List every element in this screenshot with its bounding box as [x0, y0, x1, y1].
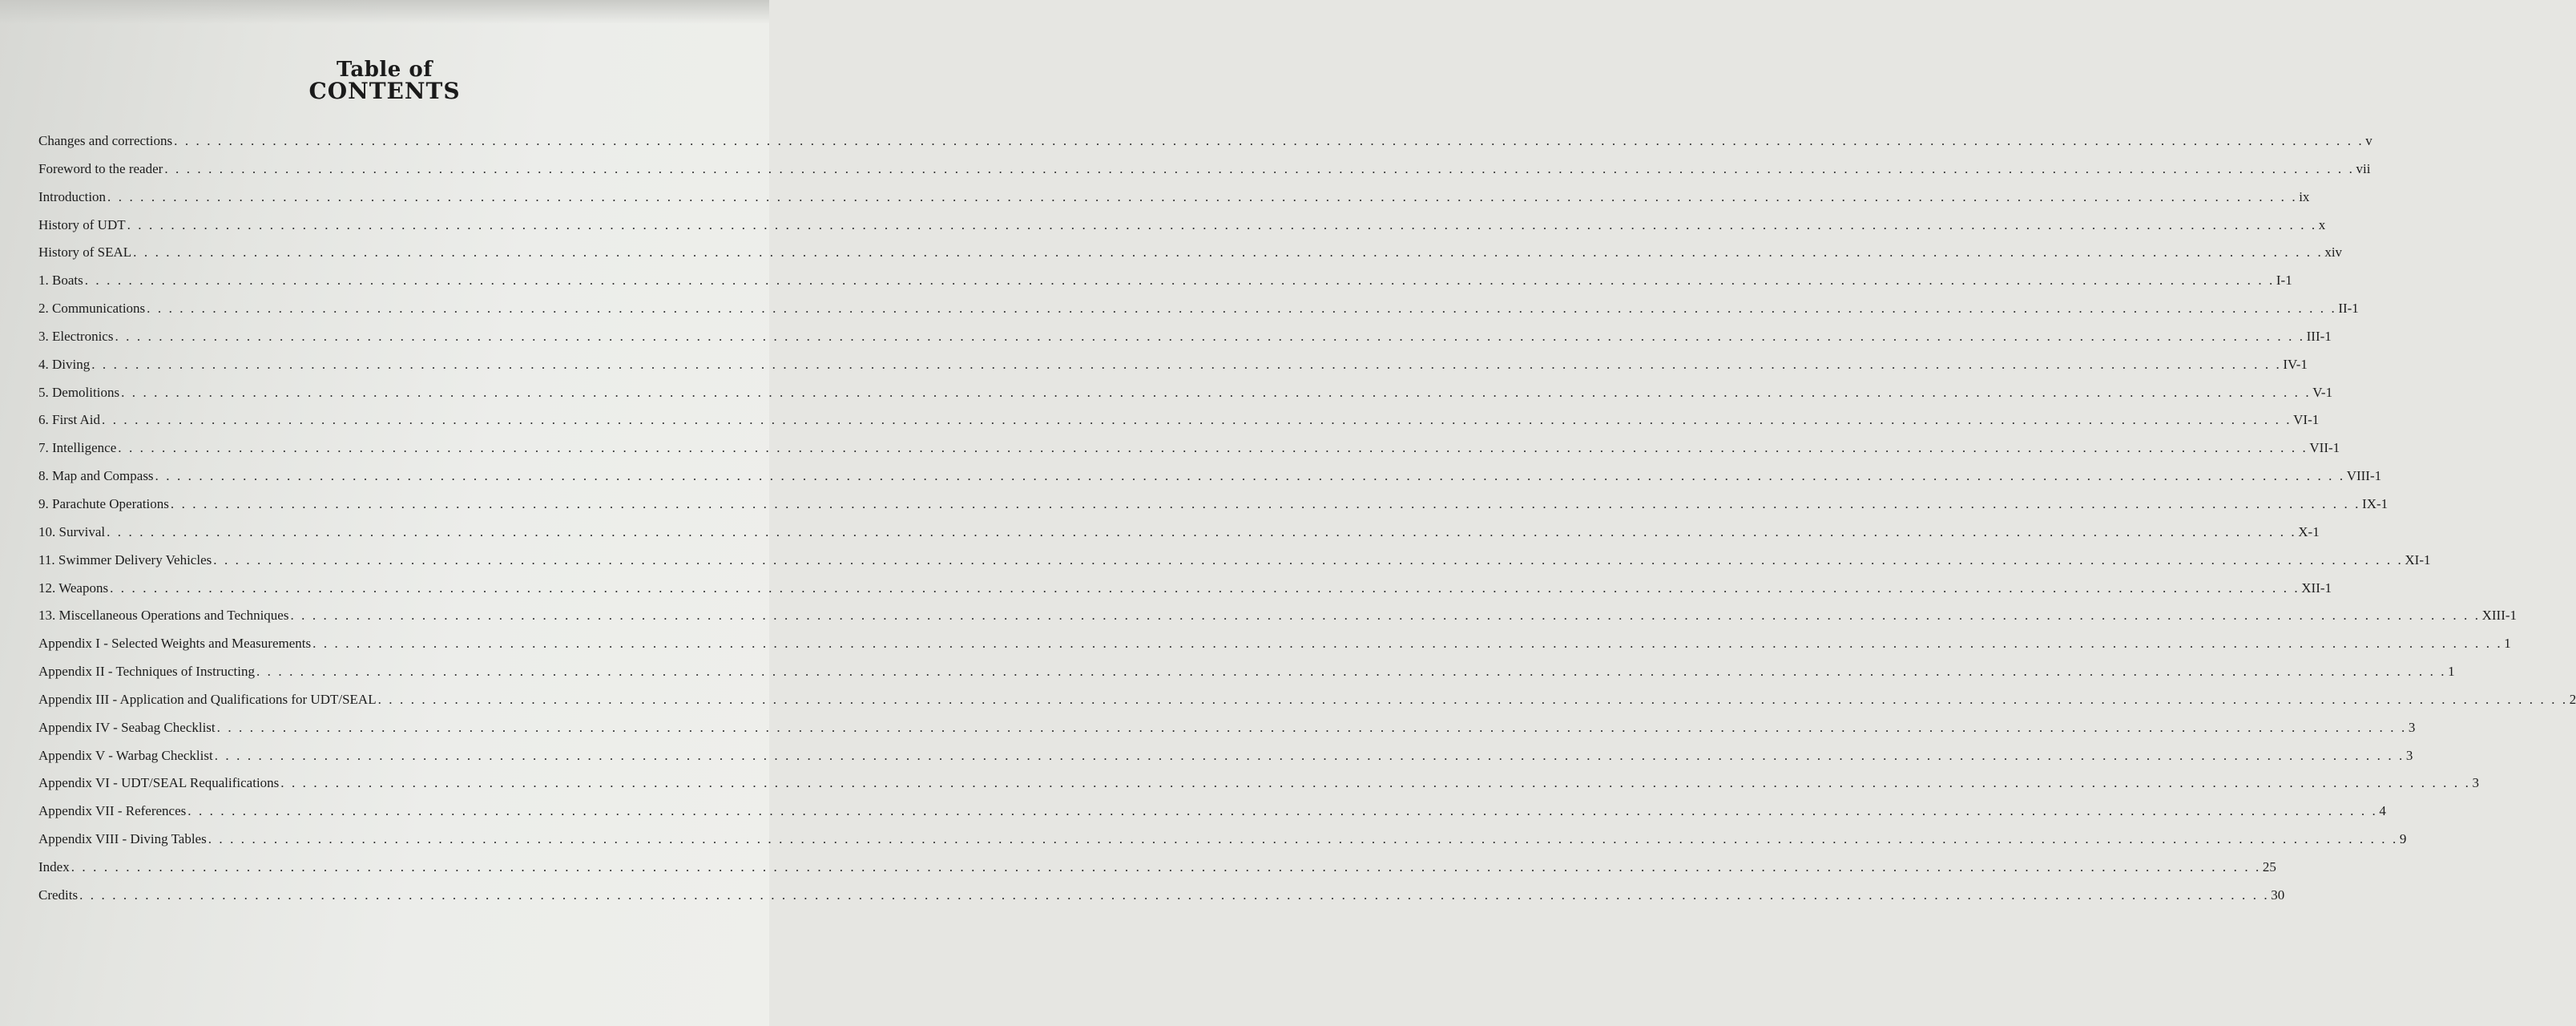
title-line-2: CONTENTS	[308, 78, 461, 104]
toc-entry-label: Introduction	[38, 188, 107, 204]
toc-entry	[38, 440, 2340, 468]
toc-entry-label: 2. Communications	[38, 301, 146, 317]
toc-entry-label: 5. Demolitions	[38, 384, 120, 400]
toc-entry-page: XIII-1	[2481, 608, 2518, 624]
toc-entry	[38, 244, 2343, 273]
toc-entry-label: Appendix III - Application and Qualifications for UDT/SEAL	[38, 691, 377, 707]
toc-entry-page: VI-1	[2293, 412, 2320, 428]
toc-entry	[38, 160, 2371, 189]
toc-entry	[38, 747, 2413, 776]
toc-entry-page: x	[2318, 216, 2326, 232]
toc-entry	[38, 858, 2276, 887]
toc-entry	[38, 412, 2320, 440]
toc-entry	[38, 664, 2455, 692]
dot-leader: . . . . . . . . . . . . . . . . . . . . . . . . . . . . . . . . . . . . . . . . . . . . . . . . . . . . . . . . . . . . . . . . . . . . . . . . . . . . . . . . . . . . . . . . . . . . . . . . . . . . . . . . . . . . . . . . . . . . . . . . . . . . . . . . . . . . . . . . . . . . . . . . . . . . . . . . . . . . . . . . . . . . . . . . . . . . . . . . . . . . . . . . . . . . . . . . . . . . . . . .	[214, 747, 2405, 763]
toc-entry-page: 25	[2262, 858, 2276, 875]
dot-leader: . . . . . . . . . . . . . . . . . . . . . . . . . . . . . . . . . . . . . . . . . . . . . . . . . . . . . . . . . . . . . . . . . . . . . . . . . . . . . . . . . . . . . . . . . . . . . . . . . . . . . . . . . . . . . . . . . . . . . . . . . . . . . . . . . . . . . . . . . . . . . . . . . . . . . . . . . . . . . . . . . . . . . . . . . . . . . . . . . . . . . . . . . . . . . . . . . . . . . . . .	[164, 160, 2355, 176]
toc-entry	[38, 691, 2576, 720]
table-of-contents	[38, 133, 2576, 915]
toc-entry-label: Appendix VIII - Diving Tables	[38, 831, 207, 847]
toc-entry-page: 1	[2504, 636, 2511, 652]
dot-leader: . . . . . . . . . . . . . . . . . . . . . . . . . . . . . . . . . . . . . . . . . . . . . . . . . . . . . . . . . . . . . . . . . . . . . . . . . . . . . . . . . . . . . . . . . . . . . . . . . . . . . . . . . . . . . . . . . . . . . . . . . . . . . . . . . . . . . . . . . . . . . . . . . . . . . . . . . . . . . . . . . . . . . . . . . . . . . . . . . . . . . . . . . . . . . . . . . . . . . . . .	[187, 803, 2378, 819]
dot-leader: . . . . . . . . . . . . . . . . . . . . . . . . . . . . . . . . . . . . . . . . . . . . . . . . . . . . . . . . . . . . . . . . . . . . . . . . . . . . . . . . . . . . . . . . . . . . . . . . . . . . . . . . . . . . . . . . . . . . . . . . . . . . . . . . . . . . . . . . . . . . . . . . . . . . . . . . . . . . . . . . . . . . . . . . . . . . . . . . . . . . . . . . . . . . . . . . . . . . . . . .	[213, 551, 2404, 568]
dot-leader: . . . . . . . . . . . . . . . . . . . . . . . . . . . . . . . . . . . . . . . . . . . . . . . . . . . . . . . . . . . . . . . . . . . . . . . . . . . . . . . . . . . . . . . . . . . . . . . . . . . . . . . . . . . . . . . . . . . . . . . . . . . . . . . . . . . . . . . . . . . . . . . . . . . . . . . . . . . . . . . . . . . . . . . . . . . . . . . . . . . . . . . . . . . . . . . . . . . . . . . .	[312, 636, 2503, 652]
dot-leader: . . . . . . . . . . . . . . . . . . . . . . . . . . . . . . . . . . . . . . . . . . . . . . . . . . . . . . . . . . . . . . . . . . . . . . . . . . . . . . . . . . . . . . . . . . . . . . . . . . . . . . . . . . . . . . . . . . . . . . . . . . . . . . . . . . . . . . . . . . . . . . . . . . . . . . . . . . . . . . . . . . . . . . . . . . . . . . . . . . . . . . . . . . . . . . . . . . . . . . . .	[84, 273, 2275, 289]
dot-leader: . . . . . . . . . . . . . . . . . . . . . . . . . . . . . . . . . . . . . . . . . . . . . . . . . . . . . . . . . . . . . . . . . . . . . . . . . . . . . . . . . . . . . . . . . . . . . . . . . . . . . . . . . . . . . . . . . . . . . . . . . . . . . . . . . . . . . . . . . . . . . . . . . . . . . . . . . . . . . . . . . . . . . . . . . . . . . . . . . . . . . . . . . . . . . . . . . . . . . . . .	[102, 412, 2292, 428]
toc-entry-label: 11. Swimmer Delivery Vehicles	[38, 551, 212, 568]
toc-entry-label: 3. Electronics	[38, 328, 114, 344]
toc-entry-page: 3	[2408, 719, 2416, 735]
toc-entry-label: Appendix I - Selected Weights and Measurements	[38, 636, 312, 652]
toc-entry-page: 4	[2379, 803, 2386, 819]
toc-entry-page: 9	[2399, 831, 2407, 847]
toc-entry-label: 13. Miscellaneous Operations and Techniques	[38, 608, 289, 624]
toc-entry-label: 10. Survival	[38, 523, 106, 539]
toc-entry	[38, 495, 2389, 524]
toc-entry-label: Appendix II - Techniques of Instructing	[38, 664, 255, 680]
toc-entry-page: XI-1	[2405, 551, 2431, 568]
dot-leader: . . . . . . . . . . . . . . . . . . . . . . . . . . . . . . . . . . . . . . . . . . . . . . . . . . . . . . . . . . . . . . . . . . . . . . . . . . . . . . . . . . . . . . . . . . . . . . . . . . . . . . . . . . . . . . . . . . . . . . . . . . . . . . . . . . . . . . . . . . . . . . . . . . . . . . . . . . . . . . . . . . . . . . . . . . . . . . . . . . . . . . . . . . . . . . . . . . . . . . . .	[91, 356, 2282, 372]
dot-leader: . . . . . . . . . . . . . . . . . . . . . . . . . . . . . . . . . . . . . . . . . . . . . . . . . . . . . . . . . . . . . . . . . . . . . . . . . . . . . . . . . . . . . . . . . . . . . . . . . . . . . . . . . . . . . . . . . . . . . . . . . . . . . . . . . . . . . . . . . . . . . . . . . . . . . . . . . . . . . . . . . . . . . . . . . . . . . . . . . . . . . . . . . . . . . . . . . . . . . . . .	[174, 133, 2364, 148]
toc-entry-page: XII-1	[2301, 580, 2332, 596]
toc-entry-label: 6. First Aid	[38, 412, 100, 428]
dot-leader: . . . . . . . . . . . . . . . . . . . . . . . . . . . . . . . . . . . . . . . . . . . . . . . . . . . . . . . . . . . . . . . . . . . . . . . . . . . . . . . . . . . . . . . . . . . . . . . . . . . . . . . . . . . . . . . . . . . . . . . . . . . . . . . . . . . . . . . . . . . . . . . . . . . . . . . . . . . . . . . . . . . . . . . . . . . . . . . . . . . . . . . . . . . . . . . . . . . . . . . .	[107, 523, 2297, 539]
toc-entry	[38, 328, 2332, 357]
dot-leader: . . . . . . . . . . . . . . . . . . . . . . . . . . . . . . . . . . . . . . . . . . . . . . . . . . . . . . . . . . . . . . . . . . . . . . . . . . . . . . . . . . . . . . . . . . . . . . . . . . . . . . . . . . . . . . . . . . . . . . . . . . . . . . . . . . . . . . . . . . . . . . . . . . . . . . . . . . . . . . . . . . . . . . . . . . . . . . . . . . . . . . . . . . . . . . . . . . . . . . . .	[118, 440, 2308, 456]
dot-leader: . . . . . . . . . . . . . . . . . . . . . . . . . . . . . . . . . . . . . . . . . . . . . . . . . . . . . . . . . . . . . . . . . . . . . . . . . . . . . . . . . . . . . . . . . . . . . . . . . . . . . . . . . . . . . . . . . . . . . . . . . . . . . . . . . . . . . . . . . . . . . . . . . . . . . . . . . . . . . . . . . . . . . . . . . . . . . . . . . . . . . . . . . . . . . . . . . . . . . . . .	[280, 775, 2471, 791]
toc-entry	[38, 523, 2320, 552]
toc-entry-label: Appendix VII - References	[38, 803, 187, 819]
toc-entry-label: 7. Intelligence	[38, 440, 117, 456]
toc-entry	[38, 216, 2326, 245]
toc-entry-page: V-1	[2312, 384, 2333, 400]
toc-entry-label: Index	[38, 858, 70, 875]
toc-entry	[38, 775, 2479, 803]
toc-entry-page: II-1	[2338, 301, 2359, 317]
toc-entry	[38, 301, 2359, 329]
toc-entry-label: 4. Diving	[38, 356, 91, 372]
dot-leader: . . . . . . . . . . . . . . . . . . . . . . . . . . . . . . . . . . . . . . . . . . . . . . . . . . . . . . . . . . . . . . . . . . . . . . . . . . . . . . . . . . . . . . . . . . . . . . . . . . . . . . . . . . . . . . . . . . . . . . . . . . . . . . . . . . . . . . . . . . . . . . . . . . . . . . . . . . . . . . . . . . . . . . . . . . . . . . . . . . . . . . . . . . . . . . . . . . . . . . . .	[110, 580, 2300, 596]
toc-entry	[38, 608, 2518, 636]
toc-entry	[38, 636, 2511, 664]
toc-entry-label: Appendix VI - UDT/SEAL Requalifications	[38, 775, 280, 791]
toc-entry	[38, 803, 2386, 831]
toc-entry-label: Appendix IV - Seabag Checklist	[38, 719, 216, 735]
page-shadow	[0, 0, 769, 24]
toc-entry-label: History of UDT	[38, 216, 126, 232]
toc-entry-page: VII-1	[2309, 440, 2340, 456]
toc-entry-page: X-1	[2298, 523, 2320, 539]
toc-entry	[38, 551, 2431, 580]
dot-leader: . . . . . . . . . . . . . . . . . . . . . . . . . . . . . . . . . . . . . . . . . . . . . . . . . . . . . . . . . . . . . . . . . . . . . . . . . . . . . . . . . . . . . . . . . . . . . . . . . . . . . . . . . . . . . . . . . . . . . . . . . . . . . . . . . . . . . . . . . . . . . . . . . . . . . . . . . . . . . . . . . . . . . . . . . . . . . . . . . . . . . . . . . . . . . . . . . . . . . . . .	[170, 495, 2361, 511]
title-line-1: Table of	[337, 58, 433, 82]
toc-entry-page: 30	[2271, 887, 2285, 903]
toc-entry-page: IX-1	[2362, 495, 2389, 511]
dot-leader: . . . . . . . . . . . . . . . . . . . . . . . . . . . . . . . . . . . . . . . . . . . . . . . . . . . . . . . . . . . . . . . . . . . . . . . . . . . . . . . . . . . . . . . . . . . . . . . . . . . . . . . . . . . . . . . . . . . . . . . . . . . . . . . . . . . . . . . . . . . . . . . . . . . . . . . . . . . . . . . . . . . . . . . . . . . . . . . . . . . . . . . . . . . . . . . . . . . . . . . .	[121, 384, 2312, 400]
dot-leader: . . . . . . . . . . . . . . . . . . . . . . . . . . . . . . . . . . . . . . . . . . . . . . . . . . . . . . . . . . . . . . . . . . . . . . . . . . . . . . . . . . . . . . . . . . . . . . . . . . . . . . . . . . . . . . . . . . . . . . . . . . . . . . . . . . . . . . . . . . . . . . . . . . . . . . . . . . . . . . . . . . . . . . . . . . . . . . . . . . . . . . . . . . . . . . . . . . . . . . . .	[115, 328, 2305, 344]
toc-entry-page: III-1	[2306, 328, 2332, 344]
toc-entry-page: 3	[2472, 775, 2479, 791]
dot-leader: . . . . . . . . . . . . . . . . . . . . . . . . . . . . . . . . . . . . . . . . . . . . . . . . . . . . . . . . . . . . . . . . . . . . . . . . . . . . . . . . . . . . . . . . . . . . . . . . . . . . . . . . . . . . . . . . . . . . . . . . . . . . . . . . . . . . . . . . . . . . . . . . . . . . . . . . . . . . . . . . . . . . . . . . . . . . . . . . . . . . . . . . . . . . . . . . . . . . . . . .	[107, 188, 2298, 204]
toc-entry-page: VIII-1	[2346, 468, 2382, 484]
toc-entry	[38, 133, 2372, 161]
page-title	[240, 59, 529, 103]
toc-entry	[38, 384, 2333, 413]
dot-leader: . . . . . . . . . . . . . . . . . . . . . . . . . . . . . . . . . . . . . . . . . . . . . . . . . . . . . . . . . . . . . . . . . . . . . . . . . . . . . . . . . . . . . . . . . . . . . . . . . . . . . . . . . . . . . . . . . . . . . . . . . . . . . . . . . . . . . . . . . . . . . . . . . . . . . . . . . . . . . . . . . . . . . . . . . . . . . . . . . . . . . . . . . . . . . . . . . . . . . . . .	[290, 608, 2481, 624]
dot-leader: . . . . . . . . . . . . . . . . . . . . . . . . . . . . . . . . . . . . . . . . . . . . . . . . . . . . . . . . . . . . . . . . . . . . . . . . . . . . . . . . . . . . . . . . . . . . . . . . . . . . . . . . . . . . . . . . . . . . . . . . . . . . . . . . . . . . . . . . . . . . . . . . . . . . . . . . . . . . . . . . . . . . . . . . . . . . . . . . . . . . . . . . . . . . . . . . . . . . . . . .	[155, 468, 2345, 484]
toc-entry-page: vii	[2356, 160, 2371, 176]
toc-entry	[38, 580, 2332, 608]
dot-leader: . . . . . . . . . . . . . . . . . . . . . . . . . . . . . . . . . . . . . . . . . . . . . . . . . . . . . . . . . . . . . . . . . . . . . . . . . . . . . . . . . . . . . . . . . . . . . . . . . . . . . . . . . . . . . . . . . . . . . . . . . . . . . . . . . . . . . . . . . . . . . . . . . . . . . . . . . . . . . . . . . . . . . . . . . . . . . . . . . . . . . . . . . . . . . . . . . . . . . . . .	[216, 719, 2407, 735]
toc-entry-page: 2	[2569, 691, 2576, 707]
toc-entry-label: 8. Map and Compass	[38, 468, 154, 484]
toc-entry-page: 3	[2405, 747, 2413, 763]
dot-leader: . . . . . . . . . . . . . . . . . . . . . . . . . . . . . . . . . . . . . . . . . . . . . . . . . . . . . . . . . . . . . . . . . . . . . . . . . . . . . . . . . . . . . . . . . . . . . . . . . . . . . . . . . . . . . . . . . . . . . . . . . . . . . . . . . . . . . . . . . . . . . . . . . . . . . . . . . . . . . . . . . . . . . . . . . . . . . . . . . . . . . . . . . . . . . . . . . . . . . . . .	[208, 831, 2398, 847]
toc-entry	[38, 719, 2416, 748]
dot-leader: . . . . . . . . . . . . . . . . . . . . . . . . . . . . . . . . . . . . . . . . . . . . . . . . . . . . . . . . . . . . . . . . . . . . . . . . . . . . . . . . . . . . . . . . . . . . . . . . . . . . . . . . . . . . . . . . . . . . . . . . . . . . . . . . . . . . . . . . . . . . . . . . . . . . . . . . . . . . . . . . . . . . . . . . . . . . . . . . . . . . . . . . . . . . . . . . . . . . . . . .	[71, 858, 2261, 875]
toc-entry-page: xiv	[2324, 244, 2343, 261]
toc-entry-page: 1	[2448, 664, 2455, 680]
toc-entry-page: IV-1	[2283, 356, 2308, 372]
dot-leader: . . . . . . . . . . . . . . . . . . . . . . . . . . . . . . . . . . . . . . . . . . . . . . . . . . . . . . . . . . . . . . . . . . . . . . . . . . . . . . . . . . . . . . . . . . . . . . . . . . . . . . . . . . . . . . . . . . . . . . . . . . . . . . . . . . . . . . . . . . . . . . . . . . . . . . . . . . . . . . . . . . . . . . . . . . . . . . . . . . . . . . . . . . . . . . . . . . . . . . . .	[256, 664, 2447, 680]
toc-entry-label: 9. Parachute Operations	[38, 495, 169, 511]
toc-entry-label: Foreword to the reader	[38, 160, 163, 176]
dot-leader: . . . . . . . . . . . . . . . . . . . . . . . . . . . . . . . . . . . . . . . . . . . . . . . . . . . . . . . . . . . . . . . . . . . . . . . . . . . . . . . . . . . . . . . . . . . . . . . . . . . . . . . . . . . . . . . . . . . . . . . . . . . . . . . . . . . . . . . . . . . . . . . . . . . . . . . . . . . . . . . . . . . . . . . . . . . . . . . . . . . . . . . . . . . . . . . . . . . . . . . .	[127, 216, 2317, 232]
toc-entry-page: v	[2365, 133, 2372, 148]
toc-entry-label: Changes and corrections	[38, 133, 173, 148]
toc-entry-page: I-1	[2276, 273, 2292, 289]
toc-entry-label: Appendix V - Warbag Checklist	[38, 747, 213, 763]
toc-entry	[38, 831, 2407, 859]
toc-entry-page: ix	[2299, 188, 2310, 204]
toc-entry-label: 1. Boats	[38, 273, 83, 289]
toc-entry	[38, 468, 2382, 496]
toc-entry-label: Credits	[38, 887, 79, 903]
toc-entry-label: History of SEAL	[38, 244, 132, 261]
toc-entry	[38, 356, 2308, 385]
dot-leader: . . . . . . . . . . . . . . . . . . . . . . . . . . . . . . . . . . . . . . . . . . . . . . . . . . . . . . . . . . . . . . . . . . . . . . . . . . . . . . . . . . . . . . . . . . . . . . . . . . . . . . . . . . . . . . . . . . . . . . . . . . . . . . . . . . . . . . . . . . . . . . . . . . . . . . . . . . . . . . . . . . . . . . . . . . . . . . . . . . . . . . . . . . . . . . . . . . . . . . . .	[147, 301, 2337, 317]
toc-entry	[38, 188, 2310, 217]
toc-entry-label: 12. Weapons	[38, 580, 109, 596]
dot-leader: . . . . . . . . . . . . . . . . . . . . . . . . . . . . . . . . . . . . . . . . . . . . . . . . . . . . . . . . . . . . . . . . . . . . . . . . . . . . . . . . . . . . . . . . . . . . . . . . . . . . . . . . . . . . . . . . . . . . . . . . . . . . . . . . . . . . . . . . . . . . . . . . . . . . . . . . . . . . . . . . . . . . . . . . . . . . . . . . . . . . . . . . . . . . . . . . . . . . . . . .	[79, 887, 2270, 903]
toc-entry	[38, 273, 2292, 301]
dot-leader: . . . . . . . . . . . . . . . . . . . . . . . . . . . . . . . . . . . . . . . . . . . . . . . . . . . . . . . . . . . . . . . . . . . . . . . . . . . . . . . . . . . . . . . . . . . . . . . . . . . . . . . . . . . . . . . . . . . . . . . . . . . . . . . . . . . . . . . . . . . . . . . . . . . . . . . . . . . . . . . . . . . . . . . . . . . . . . . . . . . . . . . . . . . . . . . . . . . . . . . .	[133, 244, 2324, 261]
toc-entry	[38, 887, 2285, 915]
dot-leader: . . . . . . . . . . . . . . . . . . . . . . . . . . . . . . . . . . . . . . . . . . . . . . . . . . . . . . . . . . . . . . . . . . . . . . . . . . . . . . . . . . . . . . . . . . . . . . . . . . . . . . . . . . . . . . . . . . . . . . . . . . . . . . . . . . . . . . . . . . . . . . . . . . . . . . . . . . . . . . . . . . . . . . . . . . . . . . . . . . . . . . . . . . . . . . . . . . . . . . . .	[377, 691, 2568, 707]
